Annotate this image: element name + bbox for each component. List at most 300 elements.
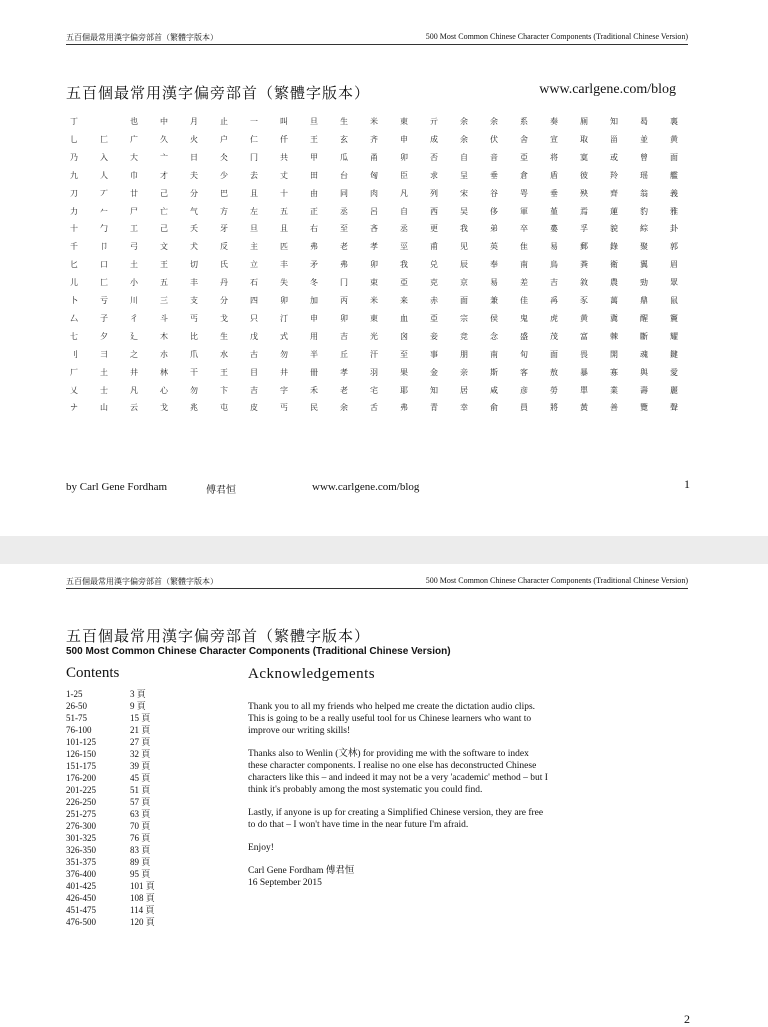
toc-page: 9 頁	[130, 701, 146, 711]
component-cell: 十	[280, 189, 288, 198]
author-byline: by Carl Gene Fordham	[66, 481, 168, 493]
component-cell: 義	[670, 189, 678, 198]
component-cell: 分	[220, 296, 228, 305]
running-header	[66, 574, 688, 589]
component-cell: 王	[310, 135, 318, 144]
toc-row[interactable]	[66, 688, 186, 700]
component-cell: 錄	[610, 242, 618, 251]
component-cell	[96, 114, 112, 130]
component-cell: 加	[310, 296, 318, 305]
toc-row[interactable]	[66, 916, 186, 928]
component-cell: 支	[190, 296, 198, 305]
component-cell: 余	[490, 117, 498, 126]
component-cell: 囟	[400, 332, 408, 341]
component-cell: 愛	[670, 368, 678, 377]
component-cell: 凡	[130, 386, 138, 395]
component-cell: 聚	[640, 242, 648, 251]
component-cell: 鼠	[670, 296, 678, 305]
component-cell: 西	[430, 207, 438, 216]
component-cell: 自	[400, 207, 408, 216]
component-cell: 井	[280, 368, 288, 377]
component-cell: 匕	[70, 260, 78, 269]
toc-page: 120 頁	[130, 917, 155, 927]
component-cell: 九	[70, 171, 78, 180]
component-cell: 巾	[130, 171, 138, 180]
component-cell: 厂	[70, 368, 78, 377]
component-cell: 目	[250, 368, 258, 377]
component-cell: 鳥	[550, 260, 558, 269]
component-cell: 虎	[550, 314, 558, 323]
component-grid	[66, 114, 686, 424]
component-cell: 竇	[670, 314, 678, 323]
component-cell: 丆	[100, 189, 108, 198]
component-cell: 生	[340, 117, 348, 126]
component-cell: 取	[580, 135, 588, 144]
component-cell: 農	[610, 278, 618, 287]
component-cell: 羚	[610, 171, 618, 180]
component-cell: 夕	[100, 332, 108, 341]
component-cell: 刂	[70, 350, 78, 359]
component-cell: 萬	[610, 296, 618, 305]
component-cell: 少	[220, 171, 228, 180]
component-cell: 民	[310, 403, 318, 412]
component-cell: 卞	[220, 386, 228, 395]
component-cell: 匚	[100, 135, 108, 144]
component-cell: 英	[490, 242, 498, 251]
component-cell: 齐	[370, 135, 378, 144]
page-number: 2	[684, 1012, 690, 1026]
toc-row[interactable]	[66, 724, 186, 736]
component-cell: 郭	[670, 242, 678, 251]
component-cell: ナ	[70, 403, 78, 412]
component-cell: 干	[190, 368, 198, 377]
component-cell: 犬	[190, 242, 198, 251]
component-cell: 敘	[580, 278, 588, 287]
component-cell: 方	[220, 207, 228, 216]
component-cell: 分	[190, 189, 198, 198]
component-cell: 朋	[460, 350, 468, 359]
component-cell: 卯	[370, 260, 378, 269]
component-cell: 瓜	[340, 153, 348, 162]
component-cell: 人	[100, 171, 108, 180]
component-cell: 口	[100, 260, 108, 269]
component-cell: 客	[520, 368, 528, 377]
component-cell: 單	[580, 386, 588, 395]
component-cell: 旦	[310, 117, 318, 126]
component-cell: 易	[490, 278, 498, 287]
component-cell: 之	[130, 350, 138, 359]
component-cell: 矛	[310, 260, 318, 269]
component-cell: 青	[430, 403, 438, 412]
component-cell: 侯	[490, 314, 498, 323]
component-cell: 弟	[490, 224, 498, 233]
component-cell: 丰	[190, 278, 198, 287]
component-cell: 厠	[580, 117, 588, 126]
component-cell: 生	[220, 332, 228, 341]
toc-row[interactable]	[66, 832, 186, 844]
toc-row[interactable]	[66, 796, 186, 808]
component-cell: 富	[580, 332, 588, 341]
toc-page: 57 頁	[130, 797, 151, 807]
component-cell: 耀	[670, 332, 678, 341]
page-2	[0, 564, 768, 1024]
component-cell: 東	[370, 314, 378, 323]
component-cell: 去	[250, 171, 258, 180]
component-cell: 主	[250, 242, 258, 251]
component-cell: 瑶	[640, 171, 648, 180]
component-cell: 知	[610, 117, 618, 126]
component-cell: 尸	[130, 207, 138, 216]
toc-row[interactable]	[66, 844, 186, 856]
component-cell: 列	[430, 189, 438, 198]
component-cell: 反	[220, 242, 228, 251]
component-cell: 皮	[250, 403, 258, 412]
component-cell: 入	[100, 153, 108, 162]
signature-name: Carl Gene Fordham 傅君恒	[248, 866, 355, 876]
blog-url[interactable]: www.carlgene.com/blog	[539, 82, 676, 97]
component-cell: 只	[250, 314, 258, 323]
component-cell: 綜	[640, 224, 648, 233]
component-cell: 兼	[490, 296, 498, 305]
toc-range: 226-250	[66, 797, 96, 807]
toc-range: 376-400	[66, 869, 96, 879]
toc-page: 15 頁	[130, 713, 151, 723]
component-cell: 員	[520, 403, 528, 412]
component-cell: 吉	[550, 278, 558, 287]
component-cell: 巴	[220, 189, 228, 198]
component-cell: 我	[460, 224, 468, 233]
component-cell: 裏	[670, 117, 678, 126]
component-cell: 余	[340, 403, 348, 412]
component-cell: 勞	[550, 386, 558, 395]
component-cell: 旬	[520, 350, 528, 359]
component-cell: 孝	[340, 368, 348, 377]
component-cell: 旦	[250, 224, 258, 233]
component-cell: 久	[160, 135, 168, 144]
component-cell: 米	[370, 117, 378, 126]
toc-range: 101-125	[66, 737, 96, 747]
component-cell: 吝	[370, 224, 378, 233]
component-cell: 刀	[70, 189, 78, 198]
component-cell: 老	[340, 386, 348, 395]
component-cell: 勁	[640, 278, 648, 287]
component-cell: 彼	[580, 171, 588, 180]
component-cell: 夭	[190, 224, 198, 233]
toc-row[interactable]	[66, 748, 186, 760]
component-cell: 眉	[670, 260, 678, 269]
component-cell: 申	[400, 135, 408, 144]
component-cell: 南	[490, 350, 498, 359]
toc-page: 108 頁	[130, 893, 155, 903]
component-cell: 彦	[520, 386, 528, 395]
toc-row[interactable]	[66, 784, 186, 796]
component-cell: 川	[130, 296, 138, 305]
component-cell: 汀	[280, 314, 288, 323]
component-cell: 翁	[640, 189, 648, 198]
component-cell: 亡	[160, 207, 168, 216]
component-cell: 见	[460, 242, 468, 251]
component-cell: 亞	[520, 153, 528, 162]
component-cell: 匈	[370, 171, 378, 180]
component-cell: 工	[130, 224, 138, 233]
component-cell: 字	[280, 386, 288, 395]
component-cell: 由	[310, 189, 318, 198]
component-cell: 弗	[340, 260, 348, 269]
component-cell: 丈	[280, 171, 288, 180]
component-cell: 孝	[370, 242, 378, 251]
toc-page: 95 頁	[130, 869, 151, 879]
component-cell: 俞	[490, 403, 498, 412]
toc-range: 76-100	[66, 725, 92, 735]
component-cell: 共	[280, 153, 288, 162]
toc-range: 251-275	[66, 809, 96, 819]
component-cell: 丐	[190, 314, 198, 323]
component-cell: 至	[400, 350, 408, 359]
component-cell: 束	[370, 278, 378, 287]
component-cell: 雅	[670, 207, 678, 216]
toc-row[interactable]	[66, 772, 186, 784]
component-cell: 朩	[160, 350, 168, 359]
component-cell: 寡	[610, 368, 618, 377]
component-cell: 京	[460, 278, 468, 287]
component-cell: 吴	[460, 207, 468, 216]
component-cell: 王	[160, 260, 168, 269]
component-cell: 盾	[550, 171, 558, 180]
component-cell: 石	[250, 278, 258, 287]
component-cell: 差	[520, 278, 528, 287]
component-cell: 果	[400, 368, 408, 377]
toc-row[interactable]	[66, 736, 186, 748]
component-cell: 米	[370, 296, 378, 305]
component-cell: 妾	[430, 332, 438, 341]
toc-range: 26-50	[66, 701, 87, 711]
footer-blog-url[interactable]: www.carlgene.com/blog	[312, 481, 420, 493]
component-cell: 呈	[460, 171, 468, 180]
component-cell: 小	[130, 278, 138, 287]
toc-range: 1-25	[66, 689, 83, 699]
component-cell: 四	[250, 296, 258, 305]
component-cell: 卦	[670, 224, 678, 233]
toc-page: 45 頁	[130, 773, 151, 783]
component-cell: 仌	[220, 153, 228, 162]
component-cell: 寞	[580, 153, 588, 162]
component-cell: 丰	[280, 260, 288, 269]
component-cell: 冂	[250, 153, 258, 162]
toc-range: 476-500	[66, 917, 96, 927]
component-cell: 粪	[580, 260, 588, 269]
component-cell: 居	[460, 386, 468, 395]
component-cell: 奏	[550, 117, 558, 126]
component-cell: 敖	[550, 368, 558, 377]
component-cell: 郵	[580, 242, 588, 251]
component-cell: 堇	[550, 207, 558, 216]
component-cell: 乚	[70, 135, 78, 144]
component-cell: 田	[310, 171, 318, 180]
component-cell: 南	[520, 260, 528, 269]
component-cell: 匹	[280, 242, 288, 251]
table-of-contents	[66, 688, 186, 928]
component-cell: 茂	[550, 332, 558, 341]
toc-row[interactable]	[66, 856, 186, 868]
component-cell: 匚	[100, 278, 108, 287]
component-cell: 仁	[250, 135, 258, 144]
toc-row[interactable]	[66, 700, 186, 712]
component-cell: 冊	[310, 368, 318, 377]
component-cell: 井	[130, 368, 138, 377]
component-cell: 乂	[70, 386, 78, 395]
toc-row[interactable]	[66, 760, 186, 772]
component-cell: 勿	[190, 386, 198, 395]
component-cell: 將	[550, 403, 558, 412]
component-cell: 士	[100, 386, 108, 395]
component-cell: 或	[610, 153, 618, 162]
component-cell: 余	[460, 117, 468, 126]
component-cell: 求	[430, 171, 438, 180]
component-cell: 鬼	[520, 314, 528, 323]
component-cell: 舌	[370, 403, 378, 412]
component-cell: 業	[610, 386, 618, 395]
toc-page: 101 頁	[130, 881, 155, 891]
component-cell: 立	[250, 260, 258, 269]
component-cell: 壽	[640, 386, 648, 395]
component-cell: 土	[100, 368, 108, 377]
component-cell: 卯	[400, 153, 408, 162]
component-cell: 甬	[370, 153, 378, 162]
component-cell: 云	[130, 403, 138, 412]
component-cell: 夫	[190, 171, 198, 180]
toc-row[interactable]	[66, 880, 186, 892]
component-cell: 更	[430, 224, 438, 233]
component-cell: 台	[340, 171, 348, 180]
component-cell: 伏	[490, 135, 498, 144]
component-cell: 宋	[460, 189, 468, 198]
toc-range: 51-75	[66, 713, 87, 723]
component-cell: 牙	[220, 224, 228, 233]
header-left-title: 五百個最常用漢字偏旁部首（繁體字版本）	[66, 33, 218, 42]
component-cell: 至	[340, 224, 348, 233]
component-cell: 光	[370, 332, 378, 341]
component-cell: 金	[430, 368, 438, 377]
component-cell: 否	[430, 153, 438, 162]
component-cell: 林	[160, 368, 168, 377]
toc-row[interactable]	[66, 868, 186, 880]
component-cell: 開	[610, 350, 618, 359]
component-cell: 肉	[370, 189, 378, 198]
component-cell: 才	[160, 171, 168, 180]
component-cell: 衛	[610, 260, 618, 269]
toc-page: 3 頁	[130, 689, 146, 699]
component-cell: 倉	[520, 171, 528, 180]
page-number: 1	[684, 477, 690, 491]
page-title-chinese: 五百個最常用漢字偏旁部首（繁體字版本）	[66, 627, 371, 645]
ack-paragraph: Thanks also to Wenlin (文林) for providing me with the software to index these character components. I realise no one else has deconstructed Chinese characters like this – and indeed it may not be a very 'academic' method – but I think it's probably among the most systematic you could find.	[248, 749, 548, 795]
toc-row[interactable]	[66, 892, 186, 904]
component-cell: 易	[550, 242, 558, 251]
component-cell: 鍵	[670, 350, 678, 359]
component-cell: 曷	[640, 117, 648, 126]
component-cell: 吉	[250, 386, 258, 395]
component-cell: 侈	[490, 207, 498, 216]
component-cell: 隹	[520, 242, 528, 251]
component-cell: 戈	[160, 403, 168, 412]
component-cell: 亞	[430, 314, 438, 323]
toc-page: 39 頁	[130, 761, 151, 771]
component-cell: 氏	[220, 260, 228, 269]
component-cell: 斷	[640, 332, 648, 341]
component-cell: 甾	[610, 135, 618, 144]
toc-row[interactable]	[66, 712, 186, 724]
component-cell: 老	[340, 242, 348, 251]
component-cell: 右	[310, 224, 318, 233]
component-cell: 焉	[580, 207, 588, 216]
component-cell: 殃	[580, 189, 588, 198]
component-cell: 且	[280, 224, 288, 233]
component-cell: 申	[310, 314, 318, 323]
component-cell: 半	[310, 350, 318, 359]
component-cell: 余	[460, 135, 468, 144]
component-cell: 斯	[490, 368, 498, 377]
component-cell: 也	[130, 117, 138, 126]
toc-row[interactable]	[66, 904, 186, 916]
component-cell: 事	[430, 350, 438, 359]
component-cell: 户	[220, 135, 228, 144]
component-cell: 卜	[70, 296, 78, 305]
component-cell: 丹	[220, 278, 228, 287]
toc-row[interactable]	[66, 808, 186, 820]
component-cell: 廴	[130, 332, 138, 341]
author-chinese-name: 傅君恒	[206, 485, 236, 496]
component-cell: 丐	[280, 403, 288, 412]
component-cell: 佳	[520, 296, 528, 305]
component-cell: 念	[490, 332, 498, 341]
component-cell: 来	[400, 296, 408, 305]
component-cell: 魂	[640, 350, 648, 359]
component-cell: 兆	[190, 403, 198, 412]
header-right-title: 500 Most Common Chinese Character Components (Traditional Chinese Version)	[425, 576, 688, 585]
component-cell: 婁	[550, 224, 558, 233]
component-cell: 失	[280, 278, 288, 287]
toc-range: 126-150	[66, 749, 96, 759]
component-cell: 豕	[580, 296, 588, 305]
ack-paragraph: Thank you to all my friends who helped me create the dictation audio clips. This is going to be a really useful tool for us Chinese learners who want to improve our writing skills!	[248, 702, 536, 736]
toc-page: 76 頁	[130, 833, 151, 843]
component-cell: 文	[160, 242, 168, 251]
contents-heading: Contents	[66, 665, 120, 681]
component-cell: 麗	[670, 386, 678, 395]
component-cell: 善	[610, 403, 618, 412]
component-cell: 宅	[370, 386, 378, 395]
component-cell: 彳	[130, 314, 138, 323]
component-cell: 貌	[610, 224, 618, 233]
component-cell: 禾	[310, 386, 318, 395]
component-cell: 幸	[460, 403, 468, 412]
toc-range: 326-350	[66, 845, 96, 855]
component-cell: 眾	[670, 278, 678, 287]
component-cell: 中	[160, 117, 168, 126]
toc-range: 351-375	[66, 857, 96, 867]
component-cell: 咸	[490, 386, 498, 395]
component-cell: 卩	[100, 242, 108, 251]
component-cell: 爯	[550, 296, 558, 305]
component-cell: 屯	[220, 403, 228, 412]
component-cell: 冀	[610, 314, 618, 323]
component-cell: 知	[430, 386, 438, 395]
component-cell: 仟	[280, 135, 288, 144]
component-cell: 儿	[70, 278, 78, 287]
toc-row[interactable]	[66, 820, 186, 832]
toc-range: 301-325	[66, 833, 96, 843]
component-cell: 五	[280, 207, 288, 216]
